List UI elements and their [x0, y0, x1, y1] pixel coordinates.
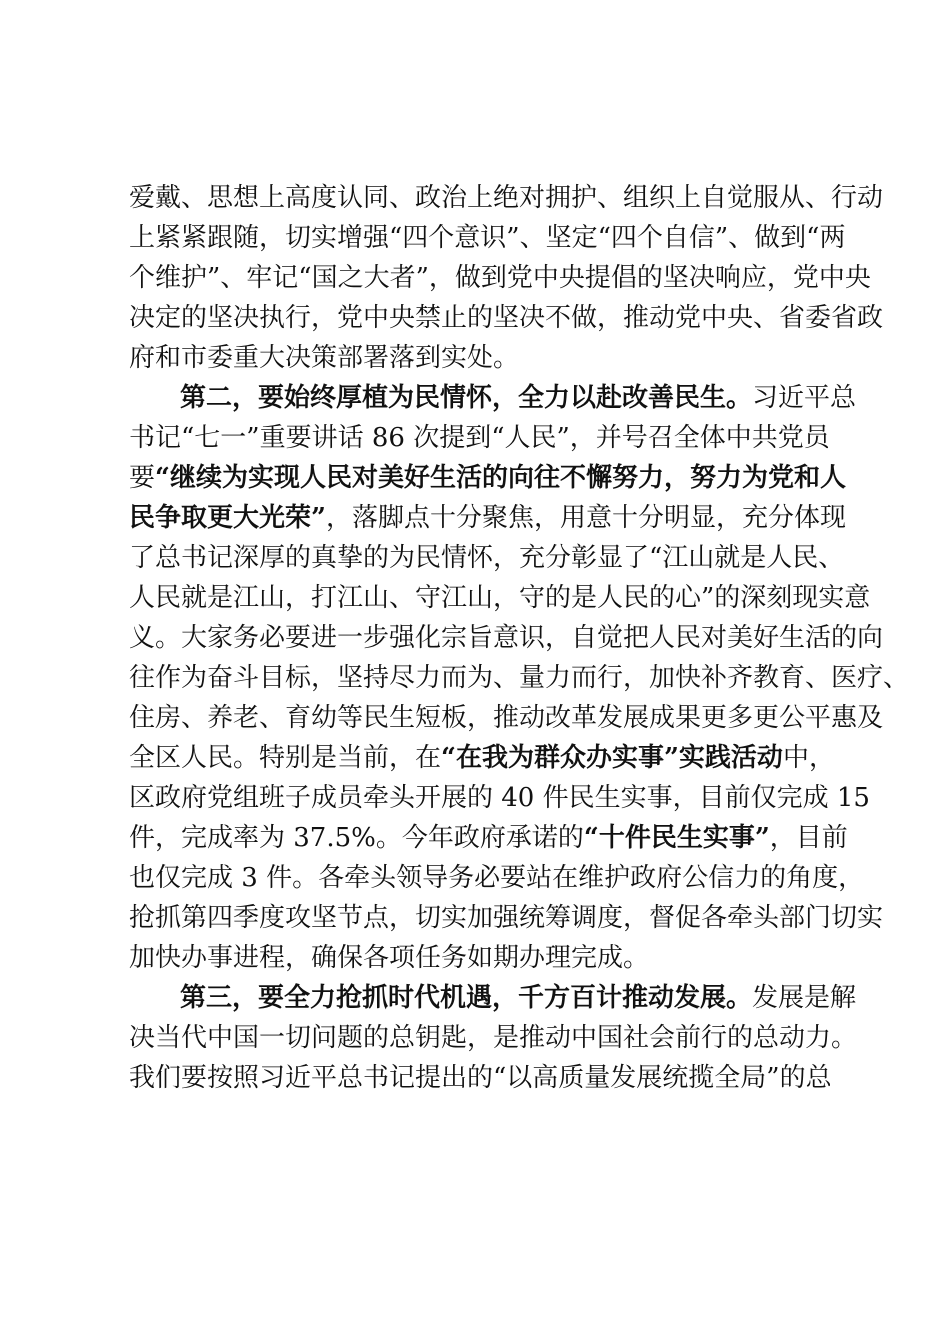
text-span: 发展是解 — [752, 983, 857, 1013]
bold-quote: “继续为实现人民对美好生活的向往不懈努力，努力为党和人 — [155, 463, 846, 493]
paragraph-line: 义。大家务必要进一步强化宗旨意识，自觉把人民对美好生活的向 — [129, 623, 884, 653]
paragraph-line: 往作为奋斗目标，坚持尽力而为、量力而行，加快补齐教育、医疗、 — [129, 663, 910, 693]
paragraph-line: 人民就是江山，打江山、守江山，守的是人民的心”的深刻现实意 — [129, 583, 871, 613]
paragraph-line: 了总书记深厚的真挚的为民情怀，充分彰显了“江山就是人民、 — [129, 543, 845, 573]
text-span: 全区人民。特别是当前，在 — [129, 743, 442, 773]
bold-quote: 民争取更大光荣” — [129, 503, 326, 533]
paragraph-line: 加快办事进程，确保各项任务如期办理完成。 — [129, 943, 650, 973]
text-span: ，落脚点十分聚焦，用意十分明显，充分体现 — [325, 503, 846, 533]
bold-quote: “在我为群众办实事”实践活动 — [441, 743, 783, 773]
paragraph-line: 个维护”、牢记“国之大者”，做到党中央提倡的坚决响应，党中央 — [129, 263, 871, 293]
paragraph-line: 爱戴、思想上高度认同、政治上绝对拥护、组织上自觉服从、行动 — [129, 183, 884, 213]
paragraph-line: 决当代中国一切问题的总钥匙，是推动中国社会前行的总动力。 — [129, 1023, 858, 1053]
paragraph-line: 决定的坚决执行，党中央禁止的坚决不做，推动党中央、省委省政 — [129, 303, 884, 333]
paragraph-line — [180, 378, 857, 418]
paragraph-line: 区政府党组班子成员牵头开展的 40 件民生实事，目前仅完成 15 — [129, 783, 870, 813]
paragraph-line: 也仅完成 3 件。各牵头领导务必要站在维护政府公信力的角度， — [129, 863, 865, 893]
text-span: 要 — [129, 463, 156, 493]
paragraph-line: 住房、养老、育幼等民生短板，推动改革发展成果更多更公平惠及 — [129, 703, 884, 733]
paragraph-line: 书记“七一”重要讲话 86 次提到“人民”，并号召全体中共党员 — [129, 423, 830, 453]
paragraph-line — [129, 498, 846, 538]
bold-quote: “十件民生实事” — [583, 823, 770, 853]
text-span: 中， — [782, 743, 835, 773]
section-heading: 第二，要始终厚植为民情怀，全力以赴改善民生。 — [180, 383, 753, 413]
paragraph-line: 府和市委重大决策部署落到实处。 — [129, 343, 520, 373]
paragraph-line: 上紧紧跟随，切实增强“四个意识”、坚定“四个自信”、做到“两 — [129, 223, 846, 253]
paragraph-line — [129, 738, 835, 778]
text-span: 习近平总 — [752, 383, 857, 413]
paragraph-line — [129, 458, 846, 498]
paragraph-line: 抢抓第四季度攻坚节点，切实加强统筹调度，督促各牵头部门切实 — [129, 903, 884, 933]
text-span: 件，完成率为 37.5%。今年政府承诺的 — [129, 823, 584, 853]
paragraph-line — [180, 978, 857, 1018]
section-heading: 第三，要全力抢抓时代机遇，千方百计推动发展。 — [180, 983, 753, 1013]
text-span: ，目前 — [769, 823, 848, 853]
paragraph-line — [129, 818, 848, 858]
paragraph-line: 我们要按照习近平总书记提出的“以高质量发展统揽全局”的总 — [129, 1063, 832, 1093]
